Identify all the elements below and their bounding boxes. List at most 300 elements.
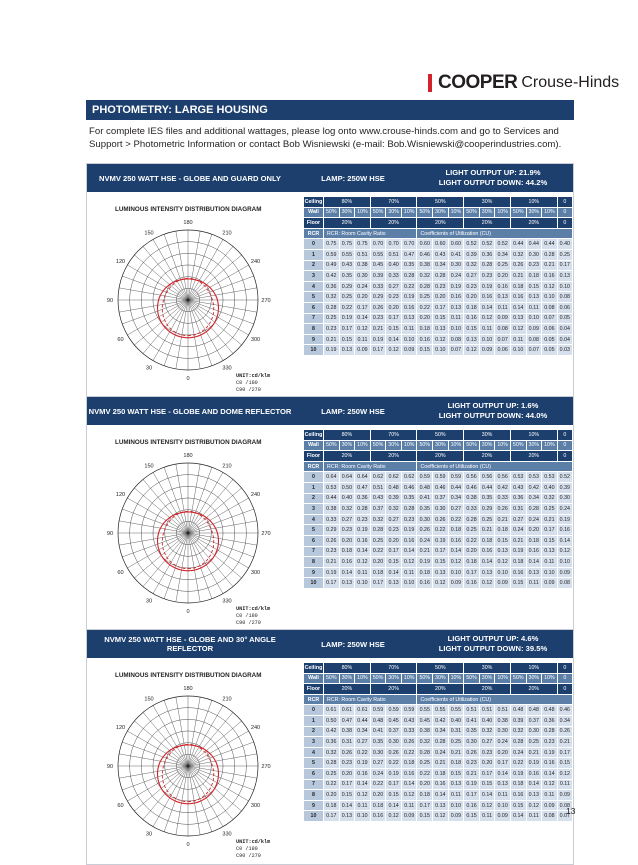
wall-value: 30% xyxy=(526,207,542,218)
floor-value: 20% xyxy=(417,684,464,695)
cu-value: 0.59 xyxy=(401,705,417,716)
table-row xyxy=(304,313,573,324)
cu-value: 0.17 xyxy=(386,779,402,790)
cu-value: 0.03 xyxy=(557,345,572,356)
cu-value: 0.38 xyxy=(339,726,355,737)
cu-value: 0.23 xyxy=(542,737,558,748)
cu-value: 0.23 xyxy=(479,271,495,282)
cu-value: 0.18 xyxy=(339,546,355,557)
cu-value: 0.08 xyxy=(526,334,542,345)
rcr-value: 6 xyxy=(304,535,324,546)
wall-value: 50% xyxy=(464,440,480,451)
cu-value: 0.14 xyxy=(339,567,355,578)
cu-value: 0.21 xyxy=(526,747,542,758)
cu-value: 0.70 xyxy=(386,239,402,250)
cu-value: 0.30 xyxy=(448,260,464,271)
cu-value: 0.42 xyxy=(324,726,340,737)
table-row xyxy=(304,800,573,811)
cu-value: 0.14 xyxy=(355,546,371,557)
cu-value: 0.26 xyxy=(370,302,386,313)
polar-grid xyxy=(115,463,261,603)
cu-value: 0.25 xyxy=(324,768,340,779)
cu-value: 0.25 xyxy=(526,737,542,748)
cu-value: 0.13 xyxy=(401,313,417,324)
cu-value: 0.16 xyxy=(542,271,558,282)
light-output-down: LIGHT OUTPUT DOWN: 44.0% xyxy=(438,411,548,420)
cu-value: 0.14 xyxy=(355,313,371,324)
table-row xyxy=(304,578,573,589)
cu-value: 0.09 xyxy=(448,811,464,822)
angle-label-30: 30 xyxy=(145,365,153,372)
cu-value: 0.14 xyxy=(479,302,495,313)
cu-value: 0.36 xyxy=(324,281,340,292)
cu-value: 0.35 xyxy=(370,737,386,748)
cu-value: 0.07 xyxy=(542,313,558,324)
cu-value: 0.19 xyxy=(510,768,526,779)
angle-label-0: 0 xyxy=(186,376,190,382)
cu-value: 0.15 xyxy=(464,811,480,822)
wall-value: 30% xyxy=(479,207,495,218)
wall-value: 30% xyxy=(479,440,495,451)
rcr-value: 7 xyxy=(304,546,324,557)
wall-value: 10% xyxy=(495,673,511,684)
cu-value: 0.14 xyxy=(355,779,371,790)
floor-value: 20% xyxy=(510,218,557,229)
floor-value: 0 xyxy=(557,451,572,462)
cu-value: 0.08 xyxy=(542,302,558,313)
ceiling-value: 50% xyxy=(417,430,464,441)
cu-value: 0.10 xyxy=(542,292,558,303)
cu-value: 0.09 xyxy=(495,313,511,324)
cu-value: 0.55 xyxy=(370,249,386,260)
floor-value: 20% xyxy=(370,218,417,229)
table-row xyxy=(304,324,573,335)
cu-value: 0.30 xyxy=(386,737,402,748)
table-row xyxy=(304,525,573,536)
cu-value: 0.11 xyxy=(448,313,464,324)
cu-value: 0.22 xyxy=(355,747,371,758)
cu-value: 0.24 xyxy=(417,535,433,546)
cu-value: 0.28 xyxy=(401,271,417,282)
cu-value: 0.44 xyxy=(526,239,542,250)
cu-value: 0.32 xyxy=(324,747,340,758)
photometry-panel xyxy=(86,396,574,632)
wall-label: Wall xyxy=(304,673,324,684)
cu-value: 0.44 xyxy=(448,482,464,493)
rcr-value: 2 xyxy=(304,260,324,271)
wall-row xyxy=(304,207,573,218)
wall-value: 10% xyxy=(448,440,464,451)
cu-value: 0.27 xyxy=(355,737,371,748)
cu-value: 0.15 xyxy=(417,345,433,356)
rcr-value: 2 xyxy=(304,726,324,737)
cu-value: 0.27 xyxy=(448,504,464,515)
cu-value: 0.07 xyxy=(557,811,572,822)
cu-value: 0.12 xyxy=(386,345,402,356)
cu-value: 0.15 xyxy=(433,313,449,324)
cu-value: 0.70 xyxy=(401,239,417,250)
cu-value: 0.14 xyxy=(401,779,417,790)
cu-value: 0.32 xyxy=(510,726,526,737)
cu-value: 0.12 xyxy=(433,578,449,589)
table-row xyxy=(304,726,573,737)
cu-value: 0.17 xyxy=(479,768,495,779)
logo-bar-icon xyxy=(428,74,432,92)
angle-label-240: 240 xyxy=(250,492,261,498)
cu-value: 0.28 xyxy=(526,504,542,515)
cu-value: 0.15 xyxy=(464,324,480,335)
panel-body xyxy=(87,658,576,864)
cu-value: 0.21 xyxy=(542,514,558,525)
cu-value: 0.44 xyxy=(355,715,371,726)
cu-value: 0.30 xyxy=(526,249,542,260)
cu-value: 0.22 xyxy=(370,779,386,790)
cu-value: 0.24 xyxy=(448,271,464,282)
cu-value: 0.16 xyxy=(510,567,526,578)
angle-label-210: 210 xyxy=(222,696,232,703)
rcr-value: 10 xyxy=(304,345,324,356)
cu-value: 0.29 xyxy=(479,504,495,515)
cu-value: 0.16 xyxy=(339,557,355,568)
cu-value: 0.41 xyxy=(464,715,480,726)
cu-value: 0.14 xyxy=(386,334,402,345)
floor-value: 20% xyxy=(464,218,511,229)
cu-value: 0.16 xyxy=(526,768,542,779)
cu-value: 0.31 xyxy=(339,737,355,748)
cu-value: 0.37 xyxy=(370,504,386,515)
ceiling-value: 10% xyxy=(510,430,557,441)
legend-c0: C0 /180 xyxy=(236,613,258,619)
cu-value: 0.11 xyxy=(355,800,371,811)
cu-value: 0.13 xyxy=(526,292,542,303)
cu-value: 0.14 xyxy=(479,790,495,801)
rcr-value: 4 xyxy=(304,281,324,292)
cu-value: 0.17 xyxy=(370,578,386,589)
cu-value: 0.13 xyxy=(495,779,511,790)
cu-value: 0.28 xyxy=(433,737,449,748)
ceiling-value: 0 xyxy=(557,430,572,441)
rcr-value: 8 xyxy=(304,790,324,801)
cu-value: 0.14 xyxy=(510,811,526,822)
panel-header xyxy=(87,630,573,658)
cu-value: 0.33 xyxy=(386,271,402,282)
cu-value: 0.21 xyxy=(433,758,449,769)
cu-value: 0.13 xyxy=(433,324,449,335)
cu-value: 0.64 xyxy=(324,472,340,483)
cu-value: 0.13 xyxy=(464,334,480,345)
angle-label-60: 60 xyxy=(117,337,124,343)
cu-value: 0.35 xyxy=(401,260,417,271)
rcr-header-row xyxy=(304,461,573,472)
cu-value: 0.26 xyxy=(557,726,572,737)
angle-label-330: 330 xyxy=(222,598,232,605)
cu-value: 0.25 xyxy=(479,514,495,525)
cu-value: 0.09 xyxy=(557,790,572,801)
cu-value: 0.21 xyxy=(510,535,526,546)
cu-value: 0.18 xyxy=(401,758,417,769)
cu-value: 0.30 xyxy=(370,747,386,758)
cu-value: 0.23 xyxy=(401,514,417,525)
legend-c0: C0 /180 xyxy=(236,846,258,852)
cu-value: 0.14 xyxy=(526,557,542,568)
page-number: 13 xyxy=(566,806,576,816)
legend-c0: C0 /180 xyxy=(236,380,258,386)
cu-value: 0.52 xyxy=(557,472,572,483)
cu-value: 0.51 xyxy=(370,482,386,493)
ceiling-value: 70% xyxy=(370,430,417,441)
cu-value: 0.17 xyxy=(464,790,480,801)
lamp-label: LAMP: 250W HSE xyxy=(321,406,385,416)
cu-value: 0.14 xyxy=(495,768,511,779)
cu-value: 0.16 xyxy=(464,800,480,811)
cu-value: 0.42 xyxy=(526,482,542,493)
cu-value: 0.21 xyxy=(448,747,464,758)
angle-label-90: 90 xyxy=(106,764,114,770)
floor-label: Floor xyxy=(304,451,324,462)
table-row xyxy=(304,779,573,790)
cu-value: 0.16 xyxy=(401,302,417,313)
cu-value: 0.16 xyxy=(510,292,526,303)
cu-value: 0.10 xyxy=(479,334,495,345)
table-row xyxy=(304,557,573,568)
table-row xyxy=(304,281,573,292)
cu-value: 0.13 xyxy=(495,546,511,557)
cu-value: 0.12 xyxy=(542,779,558,790)
cu-value: 0.15 xyxy=(386,557,402,568)
rcr-value: 0 xyxy=(304,705,324,716)
floor-value: 20% xyxy=(324,451,371,462)
cu-value: 0.46 xyxy=(433,482,449,493)
cu-value: 0.19 xyxy=(542,747,558,758)
cu-value: 0.30 xyxy=(355,271,371,282)
cu-value: 0.51 xyxy=(355,249,371,260)
cu-value: 0.22 xyxy=(417,768,433,779)
cu-value: 0.18 xyxy=(464,557,480,568)
photometry-panel xyxy=(86,163,574,399)
wall-value: 30% xyxy=(433,673,449,684)
cu-value: 0.44 xyxy=(542,239,558,250)
cu-value: 0.38 xyxy=(495,715,511,726)
cu-value: 0.12 xyxy=(401,790,417,801)
wall-value: 30% xyxy=(526,673,542,684)
cu-value: 0.42 xyxy=(433,715,449,726)
table-row xyxy=(304,504,573,515)
cu-value: 0.23 xyxy=(526,260,542,271)
cu-value: 0.62 xyxy=(386,472,402,483)
cu-value: 0.47 xyxy=(401,249,417,260)
cu-value: 0.52 xyxy=(479,239,495,250)
cu-value: 0.13 xyxy=(433,800,449,811)
cu-value: 0.09 xyxy=(401,345,417,356)
cu-value: 0.10 xyxy=(557,557,572,568)
cu-value: 0.19 xyxy=(526,758,542,769)
diagram-title: LUMINOUS INTENSITY DISTRIBUTION DIAGRAM xyxy=(115,439,262,446)
floor-value: 20% xyxy=(370,451,417,462)
cu-value: 0.28 xyxy=(324,758,340,769)
cu-value: 0.26 xyxy=(339,747,355,758)
cu-value: 0.75 xyxy=(324,239,340,250)
cu-value: 0.30 xyxy=(433,504,449,515)
cu-value: 0.16 xyxy=(510,790,526,801)
polar-grid xyxy=(115,230,261,370)
cu-value: 0.20 xyxy=(339,535,355,546)
wall-row xyxy=(304,673,573,684)
cu-value: 0.14 xyxy=(526,779,542,790)
cu-value: 0.11 xyxy=(495,302,511,313)
cu-value: 0.70 xyxy=(370,239,386,250)
wall-value: 50% xyxy=(510,673,526,684)
rcr-value: 8 xyxy=(304,557,324,568)
cu-value: 0.39 xyxy=(557,482,572,493)
cu-value: 0.26 xyxy=(417,525,433,536)
cu-value: 0.13 xyxy=(526,790,542,801)
cu-value: 0.17 xyxy=(433,302,449,313)
cu-value: 0.59 xyxy=(370,705,386,716)
table-row xyxy=(304,472,573,483)
legend-c90: C90 /270 xyxy=(236,387,261,393)
table-row xyxy=(304,567,573,578)
cu-value: 0.52 xyxy=(464,239,480,250)
cu-value: 0.26 xyxy=(401,737,417,748)
cu-value: 0.19 xyxy=(355,525,371,536)
cu-value: 0.23 xyxy=(479,747,495,758)
cu-value: 0.27 xyxy=(464,271,480,282)
cu-value: 0.10 xyxy=(448,324,464,335)
cu-value: 0.34 xyxy=(433,726,449,737)
cu-value: 0.34 xyxy=(355,726,371,737)
cu-value: 0.53 xyxy=(324,482,340,493)
rcr-label: RCR xyxy=(304,228,324,239)
cu-value: 0.12 xyxy=(542,281,558,292)
table-row xyxy=(304,768,573,779)
cu-value: 0.21 xyxy=(510,271,526,282)
ceiling-value: 50% xyxy=(417,663,464,674)
cu-value: 0.35 xyxy=(401,493,417,504)
cu-value: 0.45 xyxy=(417,715,433,726)
cu-value: 0.22 xyxy=(324,779,340,790)
cu-value: 0.21 xyxy=(464,768,480,779)
cu-value: 0.18 xyxy=(417,324,433,335)
cu-value: 0.11 xyxy=(542,557,558,568)
cu-value: 0.17 xyxy=(433,546,449,557)
cu-value: 0.18 xyxy=(510,779,526,790)
cu-value: 0.20 xyxy=(386,535,402,546)
unit-label: UNIT:cd/klm xyxy=(236,606,271,612)
cu-value: 0.17 xyxy=(542,525,558,536)
cu-value: 0.16 xyxy=(355,535,371,546)
angle-label-30: 30 xyxy=(145,598,153,605)
cu-value: 0.15 xyxy=(339,790,355,801)
ceiling-row xyxy=(304,663,573,674)
cu-value: 0.11 xyxy=(510,334,526,345)
rcr-value: 2 xyxy=(304,493,324,504)
wall-value: 10% xyxy=(448,207,464,218)
cu-value: 0.21 xyxy=(324,557,340,568)
cu-value: 0.12 xyxy=(448,557,464,568)
cu-value: 0.09 xyxy=(526,324,542,335)
cu-value: 0.15 xyxy=(495,535,511,546)
cu-value: 0.51 xyxy=(479,705,495,716)
cu-value: 0.32 xyxy=(417,737,433,748)
rcr-value: 5 xyxy=(304,292,324,303)
cu-value: 0.10 xyxy=(448,800,464,811)
cu-value: 0.13 xyxy=(448,302,464,313)
cu-value: 0.11 xyxy=(479,324,495,335)
cu-value: 0.32 xyxy=(417,271,433,282)
ceiling-row xyxy=(304,197,573,208)
cu-value: 0.04 xyxy=(557,334,572,345)
cu-value: 0.24 xyxy=(355,281,371,292)
diagram-title: LUMINOUS INTENSITY DISTRIBUTION DIAGRAM xyxy=(115,206,262,213)
cu-value: 0.10 xyxy=(557,281,572,292)
cu-value: 0.28 xyxy=(324,302,340,313)
angle-label-300: 300 xyxy=(250,570,261,576)
cu-value: 0.37 xyxy=(526,715,542,726)
cu-value: 0.26 xyxy=(464,747,480,758)
cu-value: 0.30 xyxy=(526,726,542,737)
cu-value: 0.24 xyxy=(433,747,449,758)
wall-value: 50% xyxy=(370,440,386,451)
cu-value: 0.24 xyxy=(557,504,572,515)
cu-value: 0.30 xyxy=(495,726,511,737)
cu-value: 0.34 xyxy=(526,493,542,504)
rcr-name: RCR: Room Cavity Ratio xyxy=(324,228,417,239)
cu-value: 0.14 xyxy=(510,302,526,313)
cu-value: 0.13 xyxy=(339,811,355,822)
cu-value: 0.39 xyxy=(386,493,402,504)
ceiling-label: Ceiling xyxy=(304,430,324,441)
cu-value: 0.23 xyxy=(464,281,480,292)
cu-value: 0.45 xyxy=(386,715,402,726)
rcr-value: 8 xyxy=(304,324,324,335)
table-row xyxy=(304,260,573,271)
cu-value: 0.30 xyxy=(557,493,572,504)
table-row xyxy=(304,334,573,345)
cu-value: 0.28 xyxy=(464,514,480,525)
cu-value: 0.12 xyxy=(510,324,526,335)
cu-value: 0.22 xyxy=(464,535,480,546)
rcr-value: 3 xyxy=(304,737,324,748)
table-row xyxy=(304,705,573,716)
cu-value: 0.20 xyxy=(370,557,386,568)
cu-value: 0.16 xyxy=(464,578,480,589)
rcr-value: 3 xyxy=(304,504,324,515)
cu-value: 0.09 xyxy=(495,578,511,589)
cu-value: 0.22 xyxy=(401,747,417,758)
wall-value: 30% xyxy=(339,673,355,684)
rcr-value: 5 xyxy=(304,525,324,536)
cu-value: 0.08 xyxy=(557,800,572,811)
cu-value: 0.51 xyxy=(495,705,511,716)
cu-value: 0.12 xyxy=(355,324,371,335)
unit-label: UNIT:cd/klm xyxy=(236,839,271,845)
cu-value: 0.20 xyxy=(324,790,340,801)
cu-value: 0.36 xyxy=(355,493,371,504)
cu-value: 0.16 xyxy=(464,313,480,324)
angle-label-150: 150 xyxy=(144,696,154,703)
angle-label-270: 270 xyxy=(261,764,271,770)
light-output-down: LIGHT OUTPUT DOWN: 44.2% xyxy=(438,178,548,187)
table-row xyxy=(304,292,573,303)
floor-value: 20% xyxy=(464,451,511,462)
wall-value: 10% xyxy=(355,440,371,451)
angle-label-210: 210 xyxy=(222,463,232,470)
ceiling-value: 50% xyxy=(417,197,464,208)
cu-value: 0.12 xyxy=(495,557,511,568)
cu-value: 0.43 xyxy=(433,249,449,260)
cu-value: 0.17 xyxy=(339,779,355,790)
wall-value: 30% xyxy=(526,440,542,451)
